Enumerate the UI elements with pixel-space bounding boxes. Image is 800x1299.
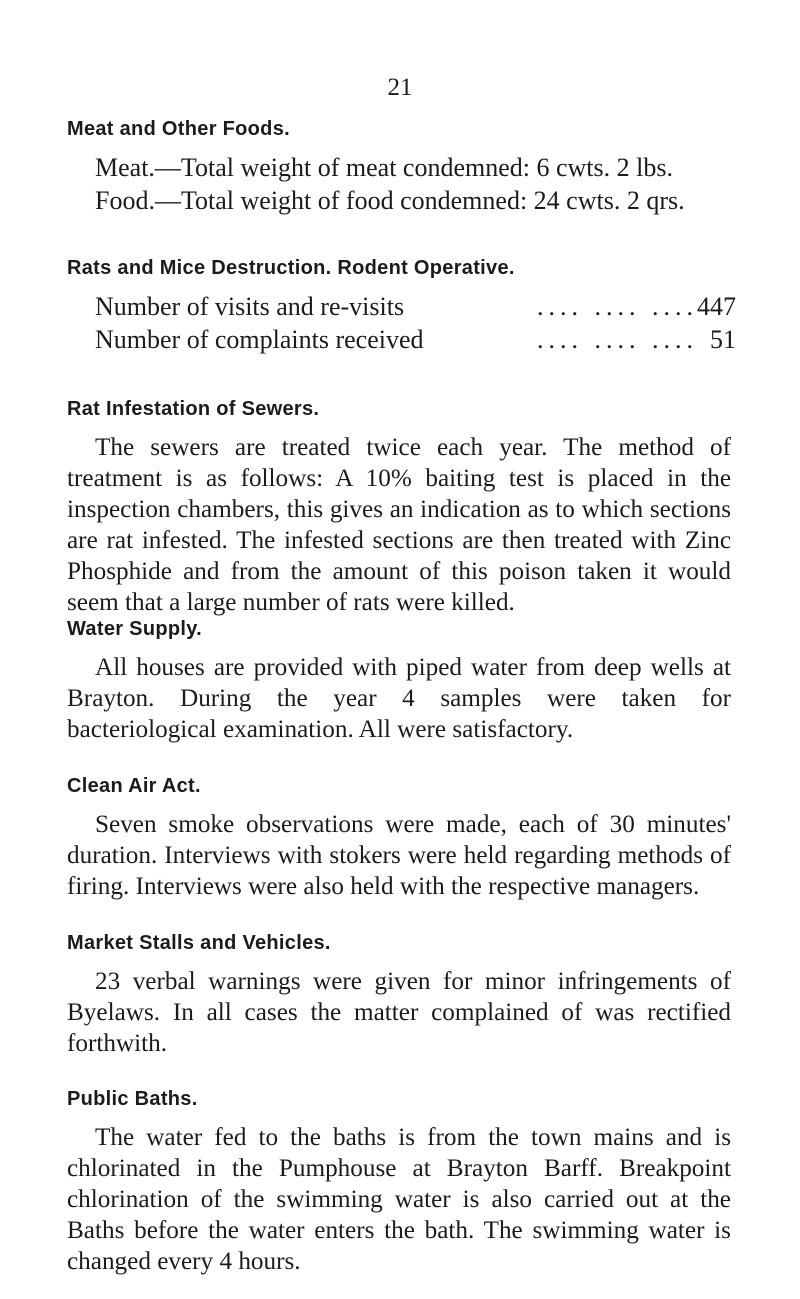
heading-public-baths: Public Baths. (67, 1088, 198, 1110)
heading-market-stalls: Market Stalls and Vehicles. (67, 932, 331, 954)
heading-rat-infestation-sewers: Rat Infestation of Sewers. (67, 398, 320, 420)
paragraph-rat-sewers: The sewers are treated twice each year. The method of treatment is as follows: A 10% baiting test is placed in the inspection chambers, this gives an indication as to which sections are rat infested. The infested sections are then treated with Zinc Phosphide and from the amount of this poison taken it would seem that a large number of rats were killed. (67, 434, 731, 616)
paragraph-water-supply: All houses are provided with piped water from deep wells at Brayton. During the year 4 samples were taken for bacteriological examination. All were satisfactory. (67, 654, 731, 743)
stat-value: 447 (697, 292, 736, 321)
stat-row-visits (95, 292, 736, 322)
heading-clean-air-act: Clean Air Act. (67, 775, 201, 797)
page-number: 21 (387, 74, 413, 101)
heading-meat-and-other-foods: Meat and Other Foods. (67, 118, 290, 140)
heading-water-supply: Water Supply. (67, 618, 203, 640)
paragraph-clean-air-act: Seven smoke observations were made, each of 30 minutes' duration. Interviews with stokers were held regarding methods of firing. Interviews were also held with the respective managers. (67, 811, 731, 900)
stat-label: Number of visits and re-visits (95, 292, 405, 321)
stat-label: Number of complaints received (95, 325, 424, 354)
leader-dots: .... .... .... (537, 292, 698, 321)
paragraph-public-baths: The water fed to the baths is from the town mains and is chlorinated in the Pumphouse at Brayton Barff. Breakpoint chlorination of the swimming water is also carried out at the Baths before the water enters the bath. The swimming water is changed every 4 hours. (67, 1124, 731, 1275)
stat-value: 51 (710, 325, 736, 354)
stat-row-complaints (95, 325, 736, 355)
food-condemned-line: Food.—Total weight of food condemned: 24 cwts. 2 qrs. (95, 186, 685, 215)
heading-rats-and-mice: Rats and Mice Destruction. Rodent Operative. (67, 257, 515, 279)
leader-dots: .... .... .... (537, 325, 698, 354)
paragraph-market-stalls: 23 verbal warnings were given for minor infringements of Byelaws. In all cases the matter complained of was rectified forthwith. (67, 968, 731, 1057)
meat-condemned-line: Meat.—Total weight of meat condemned: 6 cwts. 2 lbs. (95, 153, 673, 182)
